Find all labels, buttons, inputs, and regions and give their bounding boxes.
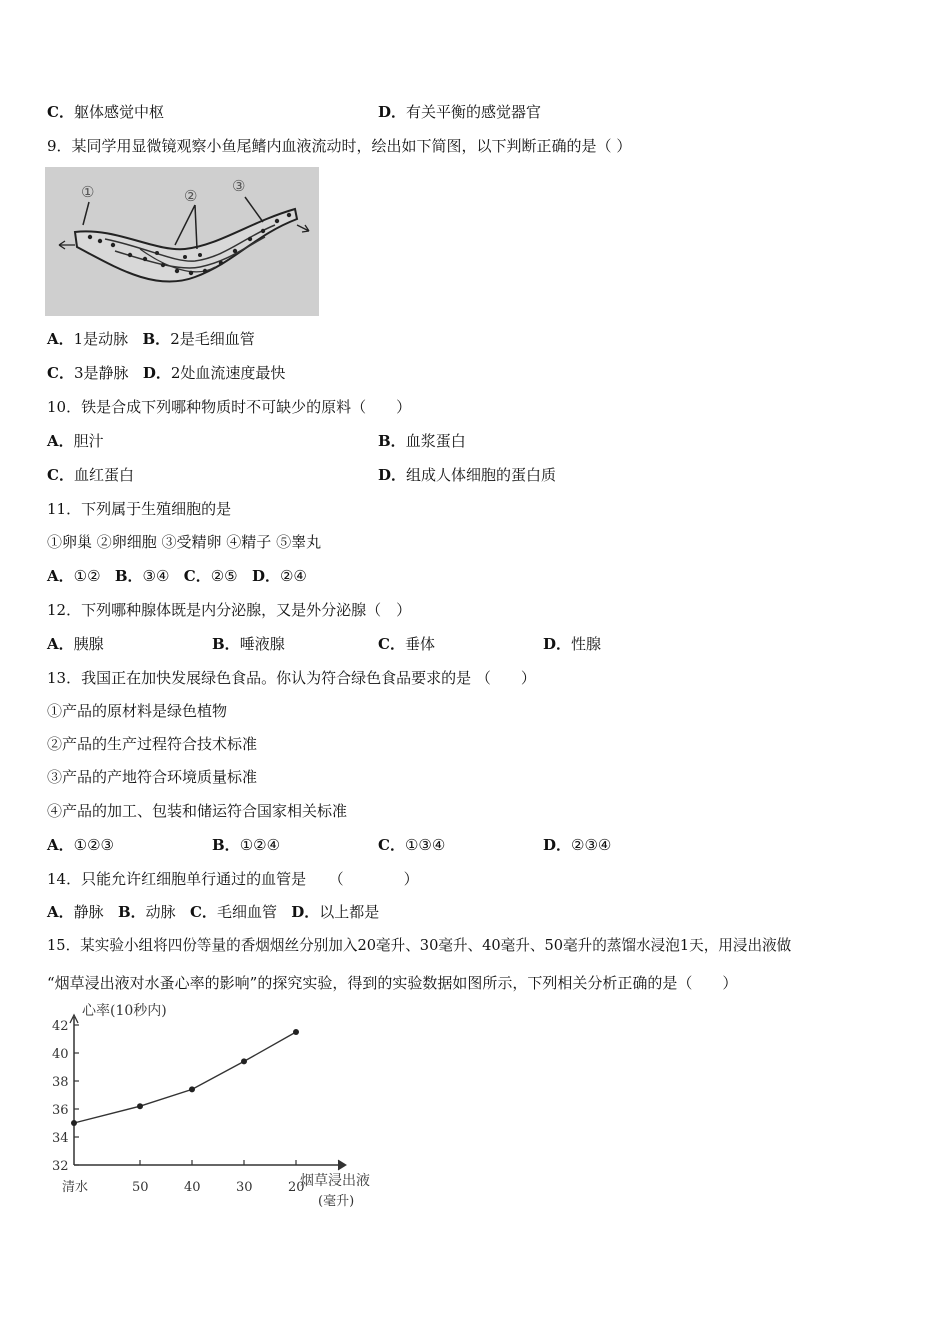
option-letter: C． <box>183 567 211 585</box>
q10-option-a <box>47 431 104 451</box>
chart-y-tick-label: 34 <box>52 1131 69 1146</box>
option-text: ①③④ <box>404 836 446 854</box>
option-text: 3是静脉 <box>73 364 129 382</box>
q13-option-a <box>47 835 114 855</box>
option-text: 1是动脉 <box>73 330 129 348</box>
q13-option-c <box>378 835 445 855</box>
option-text: ①②③ <box>73 836 114 854</box>
heart-rate-chart-svg <box>44 1003 390 1213</box>
q11-items: ①卵巢 ②卵细胞 ③受精卵 ④精子 ⑤睾丸 <box>47 533 322 551</box>
q8-option-d <box>378 102 541 122</box>
option-text: 以上都是 <box>319 903 380 921</box>
q10-option-d <box>378 465 556 485</box>
option-text: 血浆蛋白 <box>405 432 466 450</box>
option-letter: D． <box>142 364 171 382</box>
option-letter: C． <box>47 466 74 484</box>
heart-rate-chart <box>44 1003 390 1213</box>
option-text: 静脉 <box>73 903 104 921</box>
chart-data-point <box>137 1103 143 1109</box>
q14-options <box>47 902 379 922</box>
figure-label-2: ② <box>184 187 198 205</box>
q9-stem: 9．某同学用显微镜观察小鱼尾鳍内血液流动时，绘出如下简图，以下判断正确的是（ ） <box>47 137 632 155</box>
q8-option-c <box>47 102 164 122</box>
q13-stem: 13．我国正在加快发展绿色食品。你认为符合绿色食品要求的是 （ ） <box>47 669 536 687</box>
option-text: 躯体感觉中枢 <box>73 103 164 121</box>
option-text: ②④ <box>279 567 307 585</box>
figure-label-3: ③ <box>232 177 246 195</box>
option-letter: A． <box>47 635 74 653</box>
q12-option-a <box>47 634 104 654</box>
option-text: ①② <box>73 567 101 585</box>
option-letter: C． <box>47 103 74 121</box>
option-letter: A． <box>47 330 74 348</box>
option-text: ②③④ <box>571 836 612 854</box>
option-text: 垂体 <box>404 635 435 653</box>
option-text: 唾液腺 <box>239 635 285 653</box>
option-letter: C． <box>47 364 74 382</box>
chart-x-axis-label: 烟草浸出液 <box>300 1173 370 1189</box>
option-letter: D． <box>291 903 320 921</box>
q10-option-b <box>378 431 466 451</box>
q9-options-row2 <box>47 363 285 383</box>
option-letter: D． <box>543 836 572 854</box>
option-text: 性腺 <box>571 635 602 653</box>
chart-x-tick-label: 30 <box>236 1180 253 1195</box>
option-letter: C． <box>189 903 217 921</box>
q11-options <box>47 566 307 586</box>
q13-item-4: ④产品的加工、包装和储运符合国家相关标准 <box>47 802 348 820</box>
q14-stem: 14．只能允许红细胞单行通过的血管是 （ ） <box>47 870 419 888</box>
option-text: ②⑤ <box>210 567 238 585</box>
option-text: 胰腺 <box>73 635 104 653</box>
option-text: 动脉 <box>145 903 176 921</box>
q15-stem-line-2: “烟草浸出液对水蚤心率的影响”的探究实验，得到的实验数据如图所示，下列相关分析正确的是（ ） <box>47 974 738 992</box>
chart-y-tick-label: 42 <box>52 1019 69 1034</box>
chart-data-point <box>189 1086 195 1092</box>
chart-data-point <box>241 1058 247 1064</box>
chart-y-axis-label: 心率(10秒内) <box>82 1003 167 1019</box>
option-text: ①②④ <box>239 836 281 854</box>
q12-option-d <box>543 634 601 654</box>
chart-y-tick-label: 38 <box>52 1075 69 1090</box>
q15-stem-line-1: 15．某实验小组将四份等量的香烟烟丝分别加入20毫升、30毫升、40毫升、50毫升的蒸馏水浸泡1天，用浸出液做 <box>47 937 792 954</box>
q13-item-3: ③产品的产地符合环境质量标准 <box>47 768 258 786</box>
chart-x-axis-arrow <box>338 1160 346 1170</box>
option-letter: C． <box>378 635 405 653</box>
option-letter: B． <box>114 567 143 585</box>
option-letter: B． <box>212 635 240 653</box>
q10-option-c <box>47 465 134 485</box>
q13-item-1: ①产品的原材料是绿色植物 <box>47 702 228 720</box>
option-letter: B． <box>117 903 146 921</box>
option-text: 有关平衡的感觉器官 <box>406 103 542 121</box>
option-text: 毛细血管 <box>216 903 277 921</box>
q13-option-d <box>543 835 611 855</box>
q12-option-c <box>378 634 435 654</box>
option-text: 2处血流速度最快 <box>170 364 286 382</box>
chart-y-tick-label: 32 <box>52 1159 69 1174</box>
option-letter: D． <box>543 635 572 653</box>
q9-options-row1 <box>47 329 255 349</box>
option-letter: D． <box>378 103 407 121</box>
q12-stem: 12．下列哪种腺体既是内分泌腺，又是外分泌腺（ ） <box>47 601 412 619</box>
chart-x-axis-unit: (毫升) <box>318 1194 355 1209</box>
option-letter: C． <box>378 836 405 854</box>
option-text: 组成人体细胞的蛋白质 <box>406 466 557 484</box>
blood-vessel-figure <box>45 167 319 316</box>
q12-option-b <box>212 634 285 654</box>
option-letter: A． <box>47 836 74 854</box>
option-letter: D． <box>378 466 407 484</box>
q11-stem: 11．下列属于生殖细胞的是 <box>47 500 232 518</box>
option-letter: A． <box>47 432 74 450</box>
chart-y-tick-label: 40 <box>52 1047 69 1062</box>
q13-item-2: ②产品的生产过程符合技术标准 <box>47 735 258 753</box>
option-letter: A． <box>47 567 74 585</box>
option-letter: D． <box>251 567 280 585</box>
chart-x-tick-label: 清水 <box>62 1180 89 1195</box>
option-letter: B． <box>378 432 406 450</box>
option-text: 2是毛细血管 <box>170 330 255 348</box>
q13-option-b <box>212 835 280 855</box>
chart-data-point <box>293 1029 299 1035</box>
option-letter: B． <box>212 836 240 854</box>
option-text: 胆汁 <box>73 432 104 450</box>
chart-y-tick-label: 36 <box>52 1103 69 1118</box>
chart-x-tick-label: 20 <box>288 1180 305 1195</box>
chart-data-point <box>71 1120 77 1126</box>
option-letter: B． <box>142 330 171 348</box>
chart-x-tick-label: 40 <box>184 1180 201 1195</box>
chart-x-tick-label: 50 <box>132 1180 149 1195</box>
option-text: 血红蛋白 <box>73 466 134 484</box>
blood-vessel-drawing <box>45 167 319 316</box>
q10-stem: 10．铁是合成下列哪种物质时不可缺少的原料（ ） <box>47 398 412 416</box>
figure-label-1: ① <box>81 183 95 201</box>
option-text: ③④ <box>142 567 170 585</box>
option-letter: A． <box>47 903 74 921</box>
chart-series-line <box>74 1032 296 1123</box>
